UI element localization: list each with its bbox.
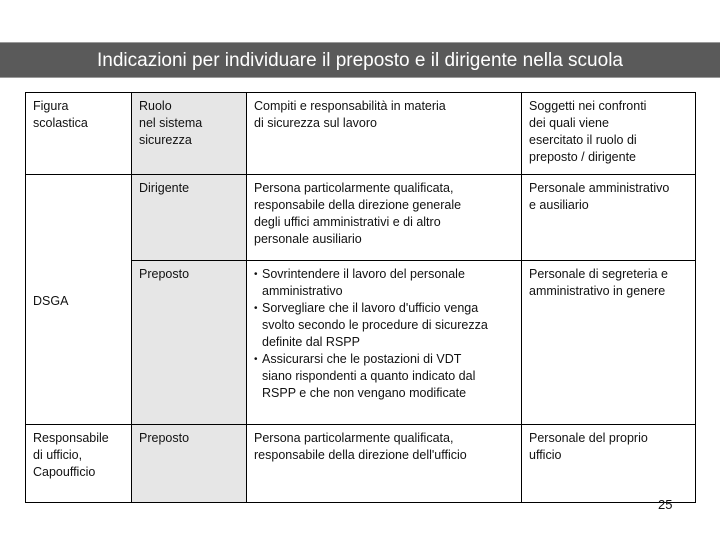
cell-compiti: Persona particolarmente qualificata, responsabile della direzione generale degli uffici amministrativi e di altro personale ausiliario — [247, 175, 522, 261]
list-item: • Assicurarsi che le postazioni di VDT siano rispondenti a quanto indicato dal RSPP e che non vengano modificate — [254, 352, 476, 400]
table-header-row — [26, 93, 696, 175]
cell-compiti — [247, 261, 522, 425]
cell-soggetti: Personale amministrativo e ausiliario — [522, 175, 696, 261]
cell-compiti: Persona particolarmente qualificata, responsabile della direzione dell'ufficio — [247, 425, 522, 503]
header-figura: Figura scolastica — [26, 93, 132, 175]
cell-figura: Responsabile di ufficio, Capoufficio — [26, 425, 132, 503]
cell-ruolo: Preposto — [132, 261, 247, 425]
cell-soggetti: Personale del proprio ufficio — [522, 425, 696, 503]
title-bar — [0, 42, 720, 78]
page-number: 25 — [658, 497, 673, 512]
header-soggetti: Soggetti nei confronti dei quali viene esercitato il ruolo di preposto / dirigente — [522, 93, 696, 175]
list-item: • Sorvegliare che il lavoro d'ufficio venga svolto secondo le procedure di sicurezza definite dal RSPP — [254, 301, 488, 349]
table-row — [26, 175, 696, 261]
table-row — [26, 425, 696, 503]
header-ruolo: Ruolo nel sistema sicurezza — [132, 93, 247, 175]
roles-table — [25, 92, 696, 503]
header-compiti: Compiti e responsabilità in materia di sicurezza sul lavoro — [247, 93, 522, 175]
list-item: • Sovrintendere il lavoro del personale amministrativo — [254, 267, 465, 298]
cell-ruolo: Preposto — [132, 425, 247, 503]
cell-soggetti: Personale di segreteria e amministrativo in genere — [522, 261, 696, 425]
slide-title: Indicazioni per individuare il preposto e il dirigente nella scuola — [97, 50, 623, 71]
cell-figura: DSGA — [26, 175, 132, 425]
compiti-list — [254, 266, 515, 402]
cell-ruolo: Dirigente — [132, 175, 247, 261]
